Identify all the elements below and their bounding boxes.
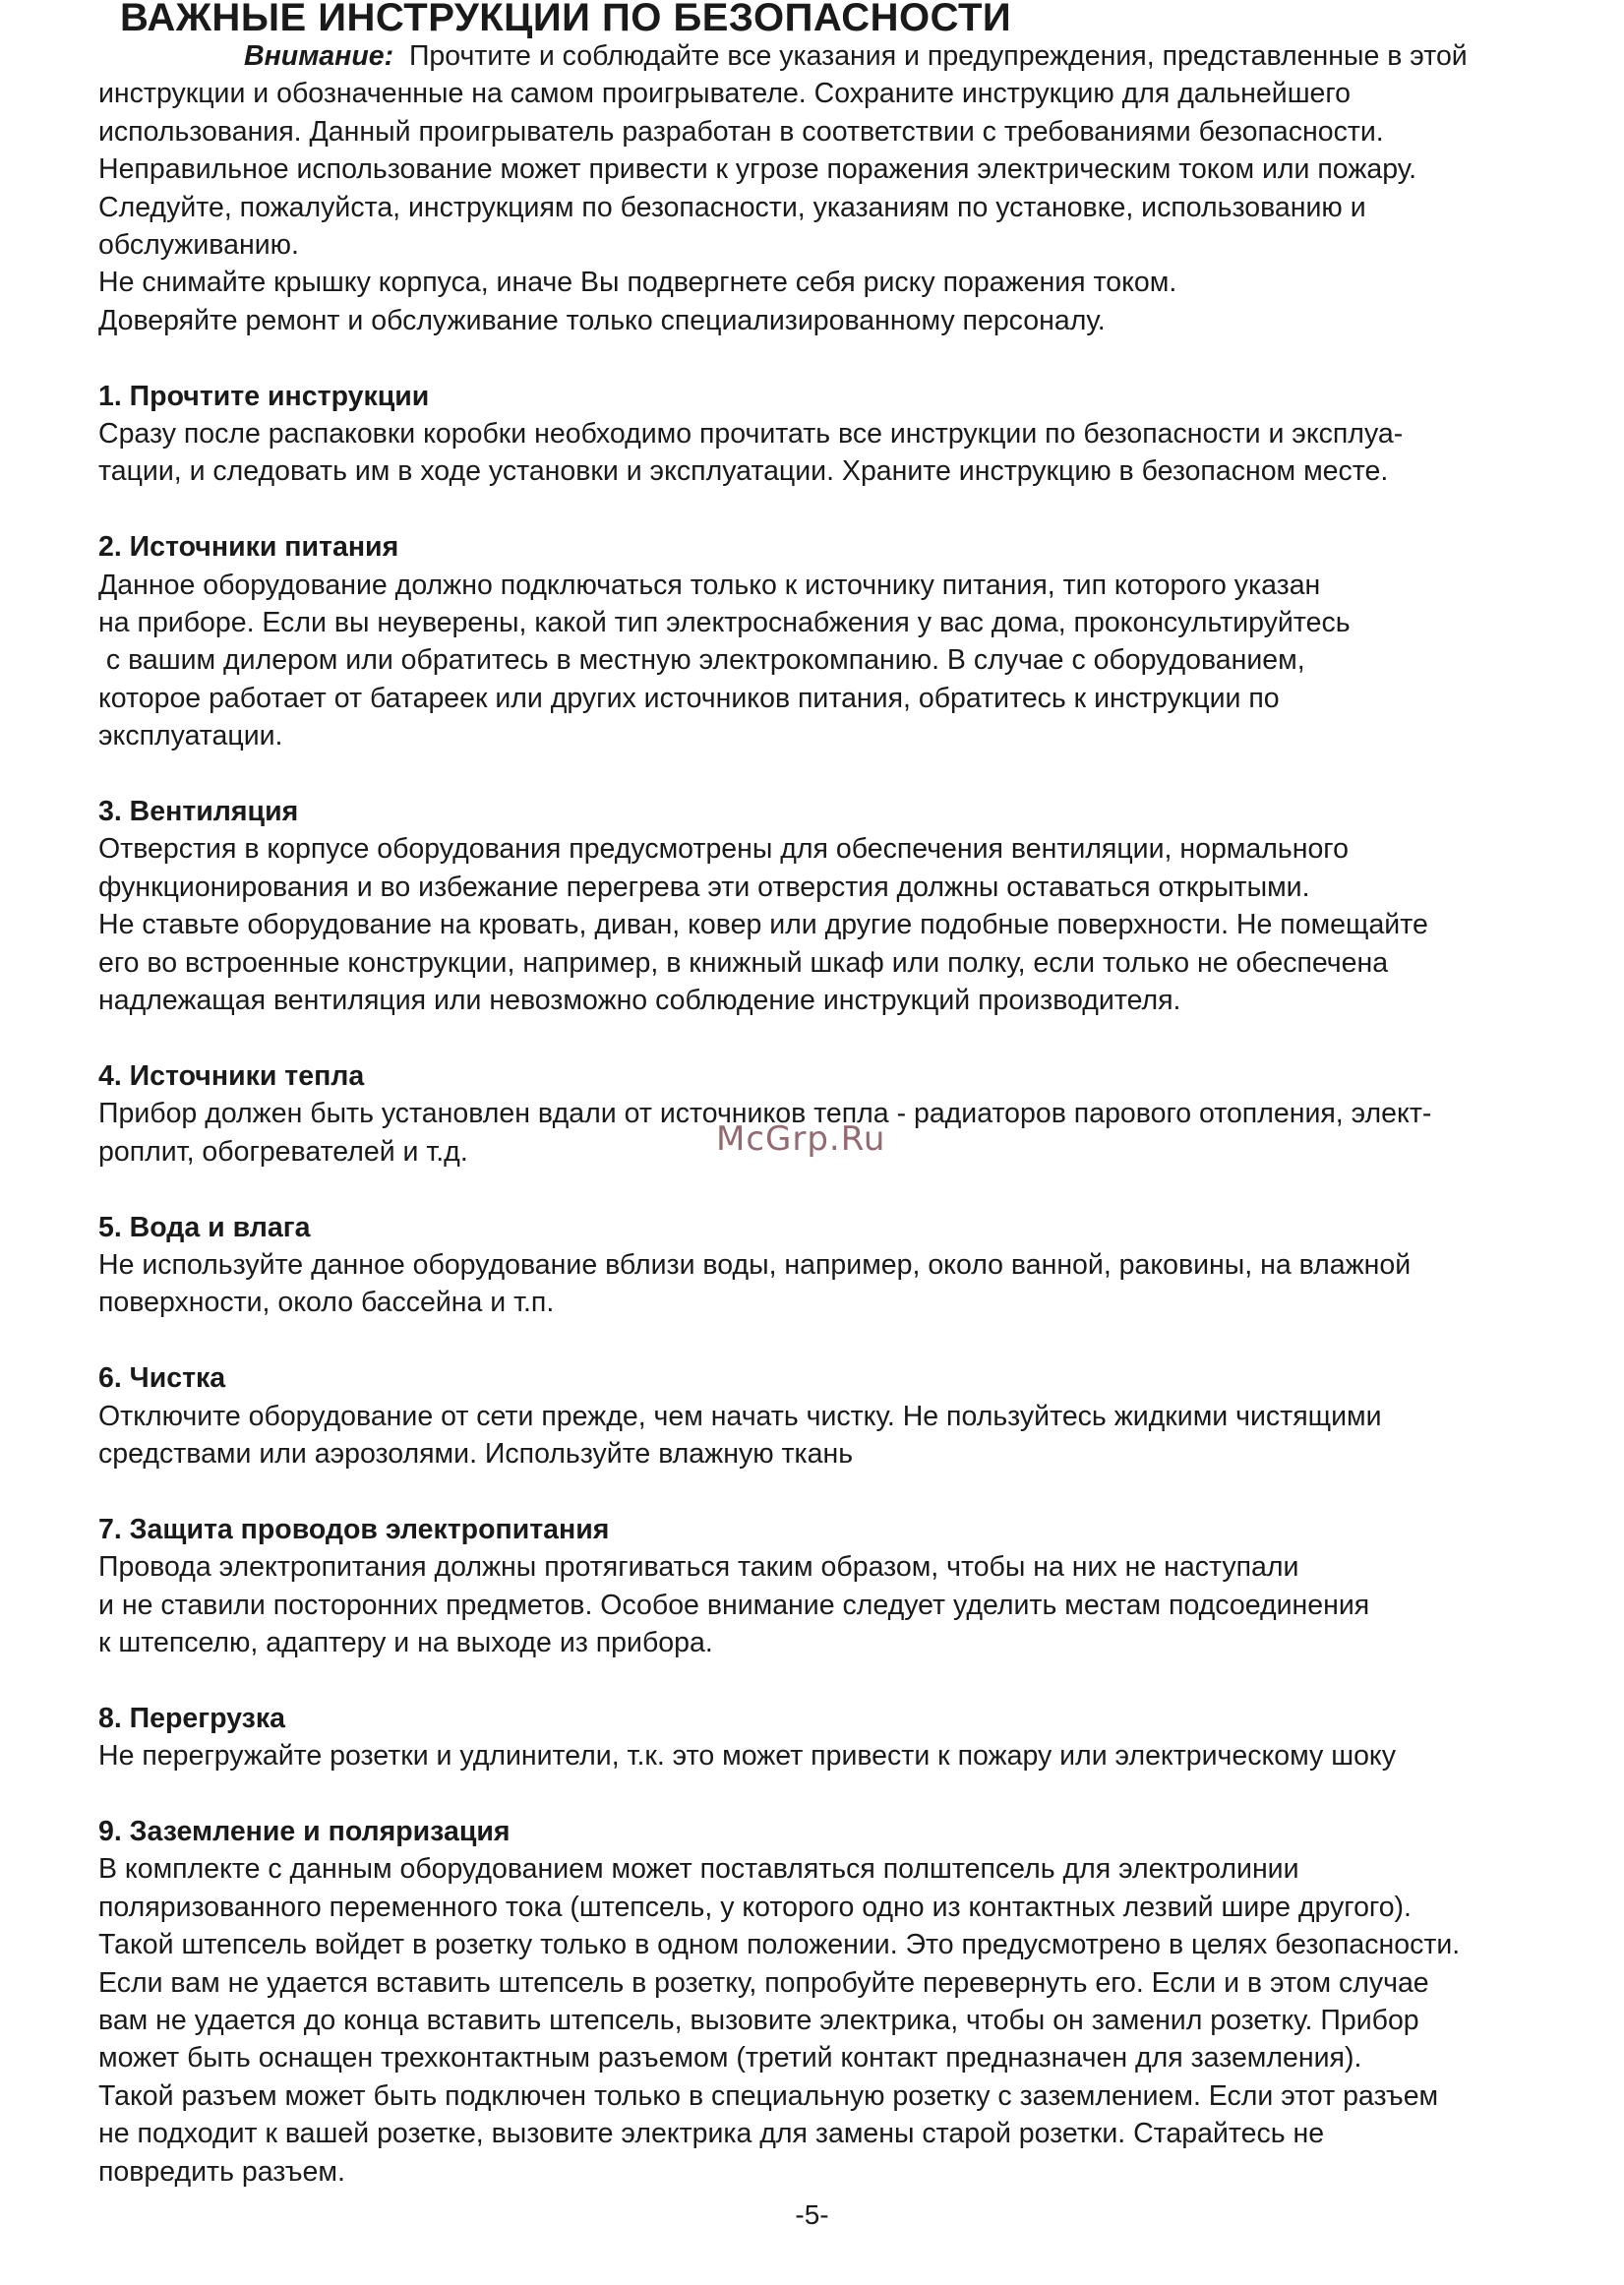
- section-line: на приборе. Если вы неуверены, какой тип электроснабжения у вас дома, проконсультируйтесь: [98, 607, 1351, 639]
- section-spacer: [98, 755, 1621, 793]
- section-line: к штепселю, адаптеру и на выходе из прибора.: [98, 1626, 713, 1658]
- intro-first-line-text: Прочтите и соблюдайте все указания и предупреждения, представленные в этой: [393, 40, 1468, 72]
- section-line: и не ставили посторонних предметов. Особое внимание следует уделить местам подсоединения: [98, 1589, 1370, 1621]
- section-heading: 2. Источники питания: [98, 531, 399, 564]
- page-number: -5-: [795, 2199, 829, 2230]
- section-line: Данное оборудование должно подключаться только к источнику питания, тип которого указан: [98, 569, 1321, 601]
- section-line: поляризованного переменного тока (штепсель, у которого одно из контактных лезвий шире другого).: [98, 1891, 1412, 1923]
- intro-line: инструкции и обозначенные на самом проигрывателе. Сохраните инструкцию для дальнейшего: [98, 78, 1352, 110]
- document-body: [98, 37, 1621, 2191]
- section-line: может быть оснащен трехконтактным разъемом (третий контакт предназначен для заземления).: [98, 2042, 1362, 2075]
- section-line: Не ставьте оборудование на кровать, диван, ковер или другие подобные поверхности. Не помещайте: [98, 909, 1428, 941]
- intro-line: Следуйте, пожалуйста, инструкциям по безопасности, указаниям по установке, использованию и: [98, 191, 1366, 223]
- section-line: Не используйте данное оборудование вблизи воды, например, около ванной, раковины, на влажной: [98, 1248, 1412, 1281]
- intro-line: Не снимайте крышку корпуса, иначе Вы подвергнете себя риску поражения током.: [98, 267, 1177, 299]
- watermark-text: McGrp.Ru: [716, 1119, 886, 1159]
- intro-line: Неправильное использование может привести к угрозе поражения электрическим током или пожару.: [98, 153, 1417, 186]
- attention-label: Внимание:: [244, 40, 394, 72]
- section-power-sources: [98, 528, 1621, 754]
- section-line: его во встроенные конструкции, например, в книжный шкаф или полку, если только не обеспечена: [98, 946, 1389, 979]
- intro-line: обслуживанию.: [98, 229, 299, 262]
- page-title: ВАЖНЫЕ ИНСТРУКЦИИ ПО БЕЗОПАСНОСТИ: [120, 0, 1012, 39]
- section-line: Сразу после распаковки коробки необходимо прочитать все инструкции по безопасности и эксплуа-: [98, 418, 1404, 451]
- intro-line: использования. Данный проигрыватель разработан в соответствии с требованиями безопасности.: [98, 115, 1384, 148]
- section-line: с вашим дилером или обратитесь в местную электрокомпанию. В случае с оборудованием,: [98, 644, 1305, 677]
- section-line: поверхности, около бассейна и т.п.: [98, 1287, 555, 1319]
- section-heading: 7. Защита проводов электропитания: [98, 1513, 610, 1545]
- section-spacer: [98, 1322, 1621, 1359]
- section-line: Не перегружайте розетки и удлинители, т.к. это может привести к пожару или электрическому шоку: [98, 1740, 1396, 1773]
- intro-first-line: [98, 37, 1621, 75]
- section-line: не подходит к вашей розетке, вызовите электрика для замены старой розетки. Старайтесь не: [98, 2118, 1325, 2150]
- section-cleaning: [98, 1359, 1621, 1473]
- section-water-moisture: [98, 1209, 1621, 1322]
- section-spacer: [98, 1661, 1621, 1699]
- section-power-cord-protection: [98, 1511, 1621, 1662]
- section-spacer: [98, 1473, 1621, 1510]
- section-heading: 9. Заземление и поляризация: [98, 1815, 511, 1847]
- section-spacer: [98, 1171, 1621, 1208]
- section-line: Отверстия в корпусе оборудования предусмотрены для обеспечения вентиляции, нормального: [98, 833, 1349, 866]
- section-heading: 3. Вентиляция: [98, 796, 299, 828]
- section-spacer: [98, 1020, 1621, 1057]
- section-line: роплит, обогревателей и т.д.: [98, 1135, 468, 1168]
- intro-line: Доверяйте ремонт и обслуживание только специализированному персоналу.: [98, 304, 1106, 336]
- section-line: Отключите оборудование от сети прежде, чем начать чистку. Не пользуйтесь жидкими чистящими: [98, 1400, 1382, 1432]
- section-line: В комплекте с данным оборудованием может поставляться полштепсель для электролинии: [98, 1853, 1299, 1886]
- section-line: эксплуатации.: [98, 720, 283, 752]
- section-line: тации, и следовать им в ходе установки и эксплуатации. Храните инструкцию в безопасном месте.: [98, 455, 1389, 488]
- section-heading: 6. Чистка: [98, 1362, 226, 1395]
- section-line: функционирования и во избежание перегрева эти отверстия должны оставаться открытыми.: [98, 871, 1310, 903]
- section-line: Такой разъем может быть подключен только в специальную розетку с заземлением. Если этот разъем: [98, 2079, 1439, 2112]
- section-spacer: [98, 491, 1621, 528]
- section-line: Прибор должен быть установлен вдали от источников тепла - радиаторов парового отопления, элект-: [98, 1098, 1432, 1130]
- section-line: средствами или аэрозолями. Используйте влажную ткань: [98, 1437, 854, 1470]
- section-line: надлежащая вентиляция или невозможно соблюдение инструкций производителя.: [98, 985, 1181, 1017]
- section-heading: 1. Прочтите инструкции: [98, 380, 430, 412]
- section-overload: [98, 1700, 1621, 1775]
- section-heading: 4. Источники тепла: [98, 1059, 365, 1092]
- section-spacer: [98, 1775, 1621, 1813]
- section-ventilation: [98, 793, 1621, 1019]
- section-line: Если вам не удается вставить штепсель в розетку, попробуйте перевернуть его. Если и в этом случае: [98, 1966, 1429, 1999]
- intro-paragraph: [98, 37, 1621, 339]
- section-line: вам не удается до конца вставить штепсель, вызовите электрика, чтобы он заменил розетку. Прибор: [98, 2004, 1419, 2036]
- section-heading: 5. Вода и влага: [98, 1211, 311, 1243]
- section-read-instructions: [98, 378, 1621, 491]
- section-line: повредить разъем.: [98, 2155, 345, 2188]
- section-line: Провода электропитания должны протягиваться таким образом, чтобы на них не наступали: [98, 1551, 1299, 1584]
- section-spacer: [98, 339, 1621, 377]
- section-heading: 8. Перегрузка: [98, 1702, 285, 1734]
- section-line: которое работает от батареек или других источников питания, обратитесь к инструкции по: [98, 682, 1280, 714]
- section-line: Такой штепсель войдет в розетку только в одном положении. Это предусмотрено в целях безопасности.: [98, 1929, 1461, 1961]
- section-grounding-polarization: [98, 1813, 1621, 2191]
